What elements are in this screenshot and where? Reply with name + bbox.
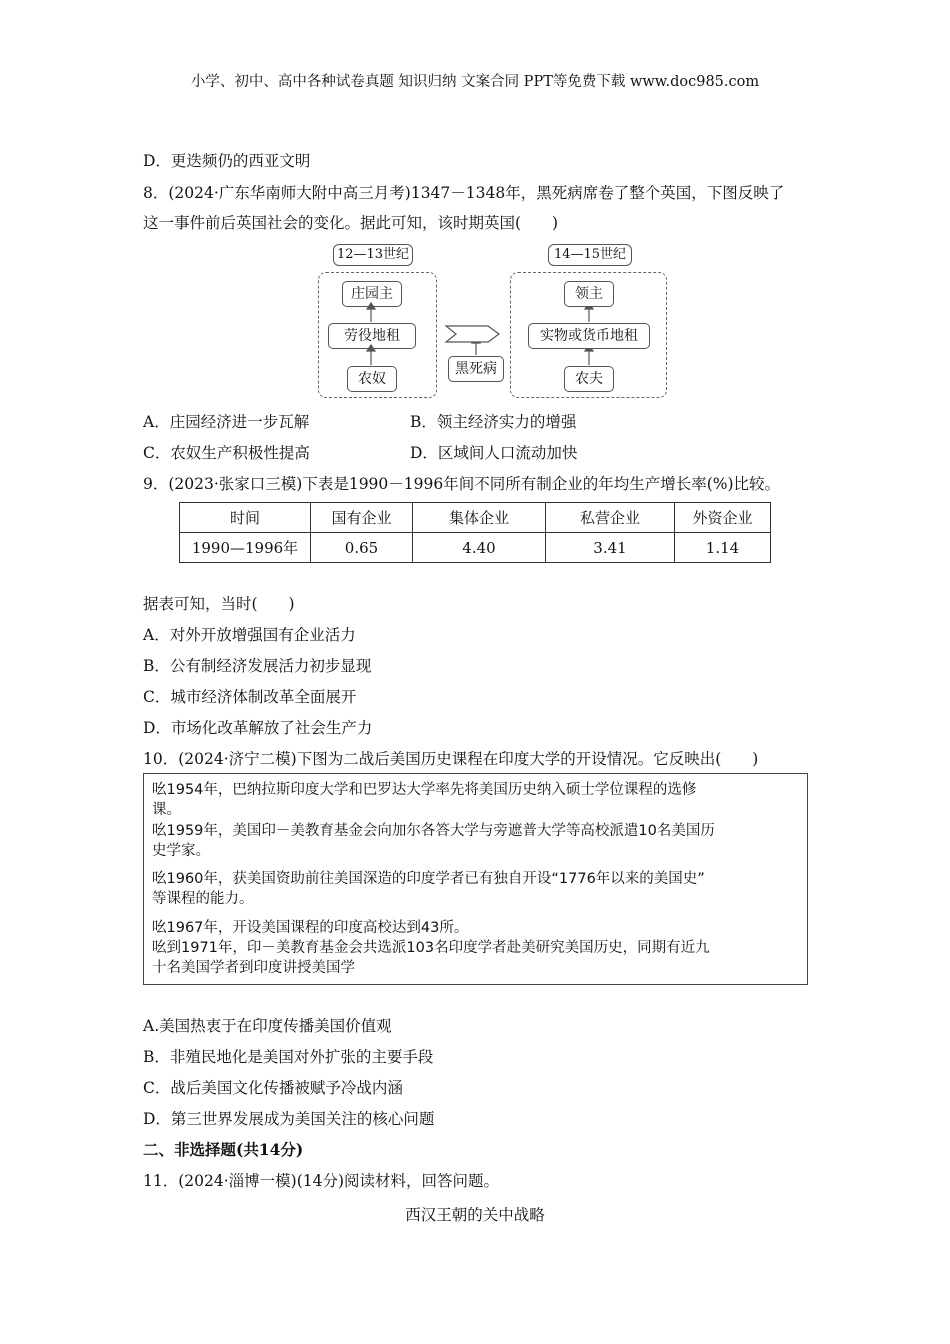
q9-option-a: A．对外开放增强国有企业活力 (143, 626, 356, 644)
q9-stem: 9．(2023·张家口三模)下表是1990－1996年间不同所有制企业的年均生产增长率(%)比较。 (143, 475, 781, 493)
left-top-node: 庄园主 (342, 281, 402, 307)
q8-option-c: C．农奴生产积极性提高 (143, 444, 310, 462)
table-cell: 0.65 (311, 533, 413, 563)
table-row (180, 533, 771, 563)
q8-stem-line1: 8．(2024·广东华南师大附中高三月考)1347－1348年，黑死病席卷了整个英国，下图反映了 (143, 184, 785, 202)
table-header-row (180, 503, 771, 533)
q11-stem: 11．(2024·淄博一模)(14分)阅读材料，回答问题。 (143, 1172, 500, 1190)
q10-option-c: C．战后美国文化传播被赋予冷战内涵 (143, 1079, 403, 1097)
table-header-cell: 私营企业 (546, 503, 675, 533)
material-line: 吆1960年，获美国资助前往美国深造的印度学者已有独自开设“1776年以来的美国史” (152, 871, 705, 887)
material-line: 等课程的能力。 (152, 891, 254, 907)
left-mid-node: 劳役地租 (328, 323, 416, 349)
right-mid-node: 实物或货币地租 (528, 323, 650, 349)
q9-option-c: C．城市经济体制改革全面展开 (143, 688, 357, 706)
transition-arrow-icon (446, 326, 499, 342)
table-header-cell: 集体企业 (413, 503, 546, 533)
q8-option-a: A．庄园经济进一步瓦解 (143, 413, 310, 431)
table-header-cell: 国有企业 (311, 503, 413, 533)
section-two-heading: 二、非选择题(共14分) (143, 1140, 304, 1159)
q8-stem-line2: 这一事件前后英国社会的变化。据此可知，该时期英国( ) (143, 214, 559, 232)
right-era-label: 14—15世纪 (548, 244, 632, 266)
q10-option-b: B．非殖民地化是美国对外扩张的主要手段 (143, 1048, 434, 1066)
q8-option-b: B．领主经济实力的增强 (410, 413, 577, 431)
q9-table (179, 502, 771, 563)
material-line: 吆1959年，美国印－美教育基金会向加尔各答大学与旁遮普大学等高校派遣10名美国历 (152, 823, 715, 839)
q10-material-box (143, 773, 808, 985)
left-era-label: 12—13世纪 (333, 244, 413, 266)
q9-followup: 据表可知，当时( ) (143, 595, 295, 613)
right-top-node: 领主 (564, 281, 614, 307)
page-header: 小学、初中、高中各种试卷真题 知识归纳 文案合同 PPT等免费下载 www.doc985.com (190, 74, 760, 90)
table-cell: 3.41 (546, 533, 675, 563)
q10-stem: 10．(2024·济宁二模)下图为二战后美国历史课程在印度大学的开设情况。它反映出( ) (143, 750, 759, 768)
q8-option-d: D．区域间人口流动加快 (410, 444, 578, 462)
table-cell: 1.14 (675, 533, 771, 563)
table-cell: 1990—1996年 (180, 533, 311, 563)
q10-option-d: D．第三世界发展成为美国关注的核心问题 (143, 1110, 435, 1128)
material-line: 史学家。 (152, 843, 210, 859)
left-bottom-node: 农奴 (347, 366, 397, 392)
prev-option-d: D．更迭频仍的西亚文明 (143, 152, 311, 170)
material-line: 十名美国学者到印度讲授美国学 (152, 960, 355, 976)
black-death-node: 黑死病 (448, 356, 504, 382)
table-header-cell: 外资企业 (675, 503, 771, 533)
material-line: 吆到1971年，印－美教育基金会共选派103名印度学者赴美研究美国历史，同期有近九 (152, 940, 710, 956)
right-bottom-node: 农夫 (564, 366, 614, 392)
material-line: 吆1967年，开设美国课程的印度高校达到43所。 (152, 920, 469, 936)
q9-option-d: D．市场化改革解放了社会生产力 (143, 719, 373, 737)
q10-option-a: A.美国热衷于在印度传播美国价值观 (143, 1017, 392, 1035)
q11-material-title: 西汉王朝的关中战略 (405, 1206, 545, 1224)
q9-option-b: B．公有制经济发展活力初步显现 (143, 657, 372, 675)
table-cell: 4.40 (413, 533, 546, 563)
material-line: 吆1954年，巴纳拉斯印度大学和巴罗达大学率先将美国历史纳入硕士学位课程的选修 (152, 782, 697, 798)
table-header-cell: 时间 (180, 503, 311, 533)
material-line: 课。 (152, 802, 181, 818)
